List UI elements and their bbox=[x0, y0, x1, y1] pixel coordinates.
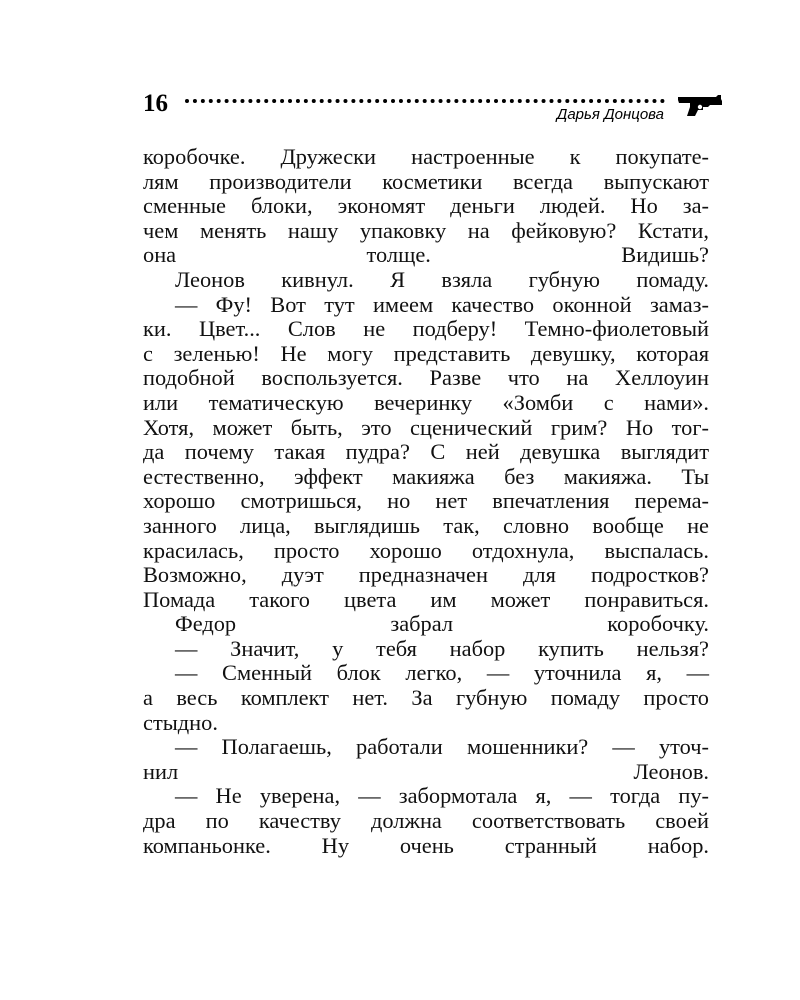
text-line: ки. Цвет... Слов не подберу! Темно-фиолетовый bbox=[143, 316, 709, 342]
text-line: сменные блоки, экономят деньги людей. Но за- bbox=[143, 193, 709, 219]
text-line: — Значит, у тебя набор купить нельзя? bbox=[175, 635, 709, 661]
text-line: или тематическую вечеринку «Зомби с нами». bbox=[143, 389, 709, 415]
text-line: Леонов кивнул. Я взяла губную помаду. bbox=[175, 266, 709, 292]
text-line: занного лица, выглядишь так, словно вообще не bbox=[143, 512, 709, 538]
text-line: — Сменный блок легко, — уточнила я, — bbox=[175, 660, 709, 686]
text-line: дра по качеству должна соответствовать своей bbox=[143, 808, 709, 834]
text-line: — Фу! Вот тут имеем качество оконной замаз- bbox=[175, 291, 709, 317]
page-number: 16 bbox=[143, 90, 168, 117]
text-line: а весь комплект нет. За губную помаду просто bbox=[143, 685, 709, 711]
text-line: она толще. Видишь? bbox=[143, 242, 709, 268]
text-line: хорошо смотришься, но нет впечатления перема- bbox=[143, 488, 709, 514]
revolver-icon bbox=[676, 94, 724, 118]
text-line: подобной воспользуется. Разве что на Хеллоуин bbox=[143, 365, 709, 391]
text-line: нил Леонов. bbox=[143, 758, 709, 784]
text-line: красилась, просто хорошо отдохнула, выспалась. bbox=[143, 537, 709, 563]
text-line: лям производители косметики всегда выпускают bbox=[143, 168, 709, 194]
running-author: Дарья Донцова bbox=[556, 106, 664, 123]
text-line: с зеленью! Не могу представить девушку, которая bbox=[143, 340, 709, 366]
text-line: да почему такая пудра? С ней девушка выглядит bbox=[143, 439, 709, 465]
text-line: Хотя, может быть, это сценический грим? Но тог- bbox=[143, 414, 709, 440]
text-line: — Полагаешь, работали мошенники? — уточ- bbox=[175, 734, 709, 760]
text-line: Возможно, дуэт предназначен для подростков? bbox=[143, 562, 709, 588]
text-line: — Не уверена, — забормотала я, — тогда пу- bbox=[175, 783, 709, 809]
text-line: компаньонке. Ну очень странный набор. bbox=[143, 832, 709, 858]
text-line: Помада такого цвета им может понравиться. bbox=[143, 586, 709, 612]
body-text bbox=[143, 145, 709, 858]
text-line: стыдно. bbox=[143, 709, 218, 735]
text-line: Федор забрал коробочку. bbox=[175, 611, 709, 637]
text-line: чем менять нашу упаковку на фейковую? Кстати, bbox=[143, 217, 709, 243]
text-line: естественно, эффект макияжа без макияжа. Ты bbox=[143, 463, 709, 489]
dotted-leader bbox=[185, 99, 665, 103]
text-line: коробочке. Дружески настроенные к покупате- bbox=[143, 144, 709, 169]
